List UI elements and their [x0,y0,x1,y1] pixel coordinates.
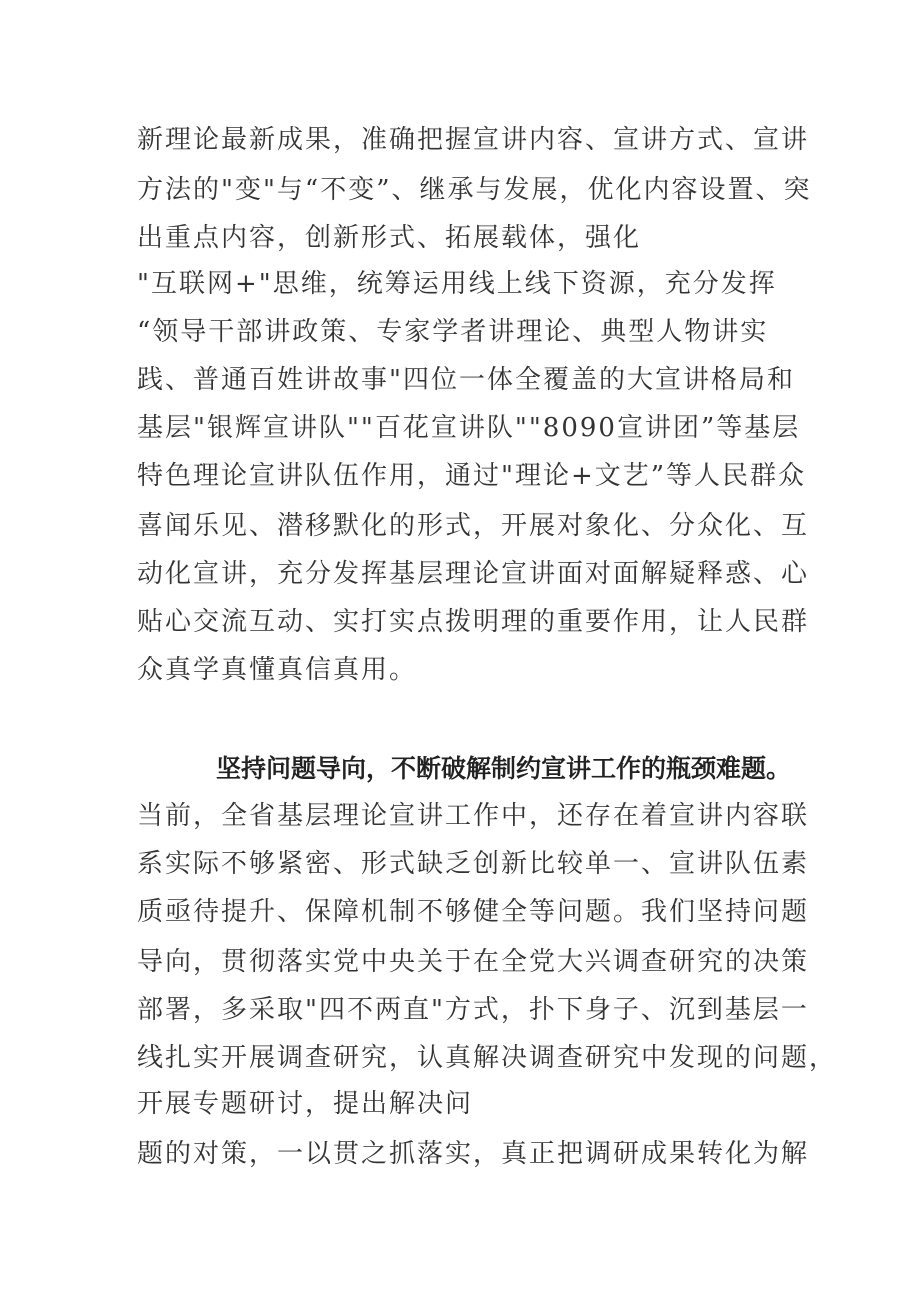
section-heading: 坚持问题导向，不断破解制约宣讲工作的瓶颈难题。 [216,754,792,783]
text-line: 导向，贯彻落实党中央关于在全党大兴调查研究的决策 [137,947,810,977]
text-line: 众真学真懂真信真用。 [137,655,418,685]
text-line: 喜闻乐见、潜移默化的形式，开展对象化、分众化、互 [137,511,810,541]
text-line: 新理论最新成果，准确把握宣讲内容、宣讲方式、宣讲 [137,125,810,155]
text-line: 题的对策，一以贯之抓落实，真正把调研成果转化为解 [137,1139,810,1169]
text-line: 质亟待提升、保障机制不够健全等问题。我们坚持问题 [137,897,810,927]
text-line: “领导干部讲政策、专家学者讲理论、典型人物讲实 [137,317,769,347]
text-line: 部署，多采取"四不两直"方式，扑下身子、沉到基层一 [137,995,809,1025]
text-line: "互联网+"思维，统筹运用线上线下资源，充分发挥 [137,269,777,299]
text-line: 线扎实开展调查研究，认真解决调查研究中发现的问题， [137,1043,838,1073]
text-line: 基层"银辉宣讲队""百花宣讲队""8090宣讲团”等基层 [137,413,801,443]
text-line: 特色理论宣讲队伍作用，通过"理论+文艺”等人民群众 [137,461,807,491]
text-line: 方法的"变"与“不变”、继承与发展，优化内容设置、突 [137,175,812,205]
text-line: 出重点内容，创新形式、拓展载体，强化 [137,223,642,253]
text-line: 开展专题研讨，提出解决问 [137,1089,474,1119]
text-line: 动化宣讲，充分发挥基层理论宣讲面对面解疑释惑、心 [137,559,810,589]
text-line: 贴心交流互动、实打实点拨明理的重要作用，让人民群 [137,607,810,637]
text-line: 当前，全省基层理论宣讲工作中，还存在着宣讲内容联 [137,801,810,831]
text-line: 系实际不够紧密、形式缺乏创新比较单一、宣讲队伍素 [137,849,810,879]
text-line: 践、普通百姓讲故事"四位一体全覆盖的大宣讲格局和 [137,365,795,395]
